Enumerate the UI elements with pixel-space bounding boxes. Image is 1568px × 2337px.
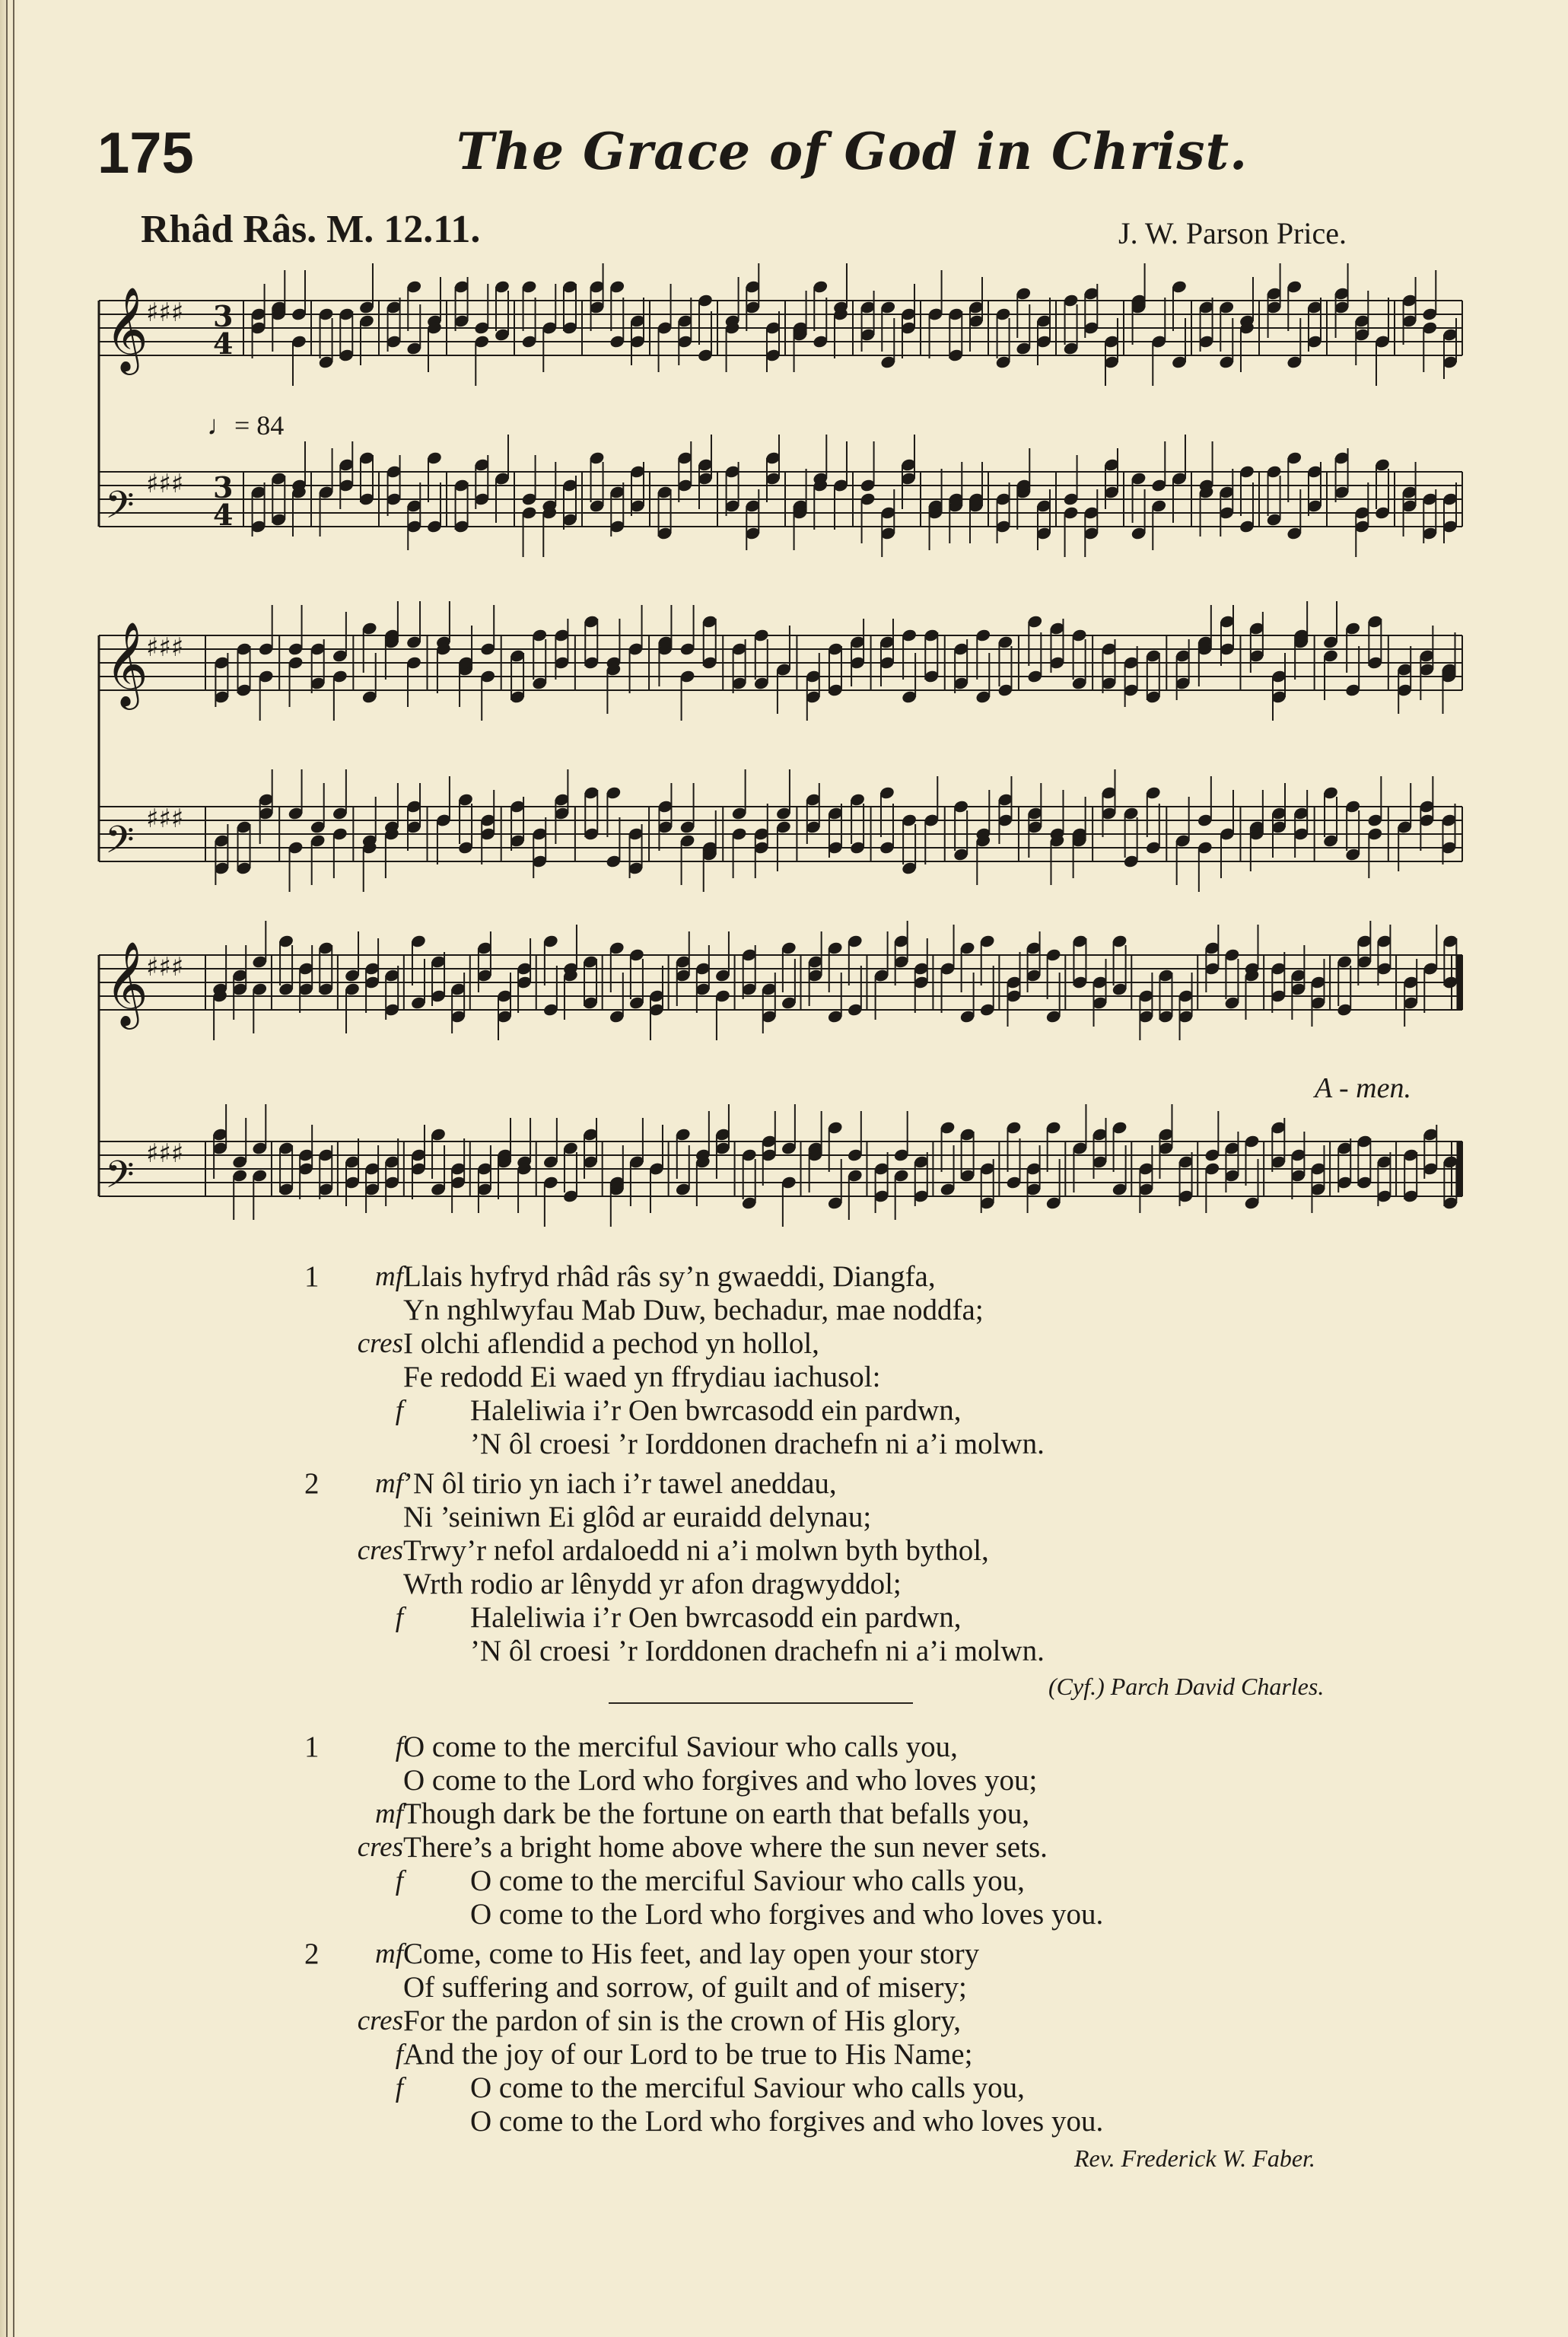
- time-signature: 3: [213, 470, 234, 505]
- staff-system: [91, 259, 1470, 578]
- page-binding: [0, 0, 20, 2337]
- key-signature: ♯♯♯: [146, 804, 184, 834]
- amen-label: A - men.: [1315, 1072, 1411, 1104]
- composer: J. W. Parson Price.: [1118, 216, 1347, 250]
- verse-number: 1: [304, 1260, 320, 1293]
- dynamic-mark: f: [395, 1731, 403, 1762]
- bass-clef: 𝄢: [105, 1153, 135, 1206]
- dynamic-mark: cres: [357, 1328, 403, 1359]
- lyric-text: I olchi aflendid a pechod yn hollol,: [403, 1327, 819, 1360]
- lyric-text: O come to the Lord who forgives and who loves you;: [403, 1764, 1038, 1797]
- verse-number: 2: [304, 1937, 320, 1970]
- music-system-3: [91, 921, 1470, 1256]
- treble-clef: 𝄞: [105, 621, 148, 706]
- bass-clef: 𝄢: [105, 818, 135, 871]
- dynamic-mark: mf: [375, 1938, 403, 1969]
- lyric-text: O come to the merciful Saviour who calls you,: [403, 1730, 958, 1763]
- key-signature: ♯♯♯: [146, 1138, 184, 1169]
- lyric-text: Fe redodd Ei waed yn ffrydiau iachusol:: [403, 1361, 881, 1393]
- music-system-1: [91, 259, 1470, 578]
- section-divider: [609, 1702, 913, 1704]
- dynamic-mark: f: [395, 2072, 403, 2103]
- hymn-author: Rev. Frederick W. Faber.: [1074, 2144, 1315, 2172]
- lyric-text: ’N ôl tirio yn iach i’r tawel aneddau,: [403, 1467, 837, 1500]
- treble-clef: 𝄞: [105, 941, 148, 1026]
- key-signature: ♯♯♯: [146, 632, 184, 663]
- tune-name: Rhâd Râs. M. 12.11.: [141, 208, 481, 251]
- verse-number: 2: [304, 1467, 320, 1500]
- staff-system: [91, 601, 1470, 921]
- lyric-text: Yn nghlwyfau Mab Duw, bechadur, mae noddfa;: [403, 1294, 984, 1326]
- lyric-text: O come to the Lord who forgives and who loves you.: [470, 2105, 1104, 2138]
- lyric-text: Haleliwia i’r Oen bwrcasodd ein pardwn,: [470, 1394, 962, 1427]
- lyric-text: O come to the merciful Saviour who calls you,: [470, 2071, 1025, 2104]
- dynamic-mark: f: [395, 1865, 403, 1896]
- lyric-text: Come, come to His feet, and lay open your story: [403, 1937, 980, 1970]
- key-signature: ♯♯♯: [146, 469, 184, 499]
- time-signature: 4: [213, 326, 234, 361]
- tempo-marking: ♩= 84: [207, 410, 285, 441]
- section-title: The Grace of God in Christ.: [456, 122, 1248, 181]
- binding-edge: [13, 0, 14, 2337]
- key-signature: ♯♯♯: [146, 952, 184, 982]
- lyric-text: There’s a bright home above where the sun never sets.: [403, 1831, 1048, 1864]
- music-system-2: [91, 601, 1470, 921]
- lyric-text: Wrth rodio ar lênydd yr afon dragwyddol;: [403, 1568, 902, 1600]
- dynamic-mark: cres: [357, 1832, 403, 1863]
- hymn-number: 175: [97, 121, 194, 186]
- dynamic-mark: f: [395, 1602, 403, 1633]
- dynamic-mark: mf: [375, 1798, 403, 1829]
- dynamic-mark: mf: [375, 1468, 403, 1499]
- lyric-text: ’N ôl croesi ’r Iorddonen drachefn ni a’i molwn.: [470, 1635, 1045, 1667]
- lyric-text: For the pardon of sin is the crown of His glory,: [403, 2004, 961, 2037]
- translation-attribution: (Cyf.) Parch David Charles.: [1048, 1673, 1325, 1700]
- lyric-text: O come to the merciful Saviour who calls you,: [470, 1864, 1025, 1897]
- lyric-text: Llais hyfryd rhâd râs sy’n gwaeddi, Diangfa,: [403, 1260, 936, 1293]
- time-signature: 3: [213, 299, 234, 334]
- lyric-text: Ni ’seiniwn Ei glôd ar euraidd delynau;: [403, 1501, 872, 1533]
- treble-clef: 𝄞: [105, 286, 148, 371]
- lyric-text: Of suffering and sorrow, of guilt and of misery;: [403, 1971, 967, 2004]
- binding-edge: [6, 0, 8, 2337]
- time-signature: 4: [213, 498, 234, 533]
- staff-system: [91, 921, 1470, 1256]
- dynamic-mark: f: [395, 2039, 403, 2070]
- lyric-text: Though dark be the fortune on earth that befalls you,: [403, 1797, 1030, 1830]
- verse-number: 1: [304, 1730, 320, 1763]
- dynamic-mark: f: [395, 1395, 403, 1426]
- dynamic-mark: cres: [357, 2005, 403, 2036]
- lyric-text: Trwy’r nefol ardaloedd ni a’i molwn byth bythol,: [403, 1534, 989, 1567]
- lyric-text: ’N ôl croesi ’r Iorddonen drachefn ni a’i molwn.: [470, 1428, 1045, 1460]
- dynamic-mark: cres: [357, 1535, 403, 1566]
- dynamic-mark: mf: [375, 1261, 403, 1292]
- bass-clef: 𝄢: [105, 483, 135, 536]
- lyric-text: And the joy of our Lord to be true to His Name;: [403, 2038, 973, 2071]
- lyric-text: O come to the Lord who forgives and who loves you.: [470, 1898, 1104, 1931]
- lyric-text: Haleliwia i’r Oen bwrcasodd ein pardwn,: [470, 1601, 962, 1634]
- key-signature: ♯♯♯: [146, 298, 184, 328]
